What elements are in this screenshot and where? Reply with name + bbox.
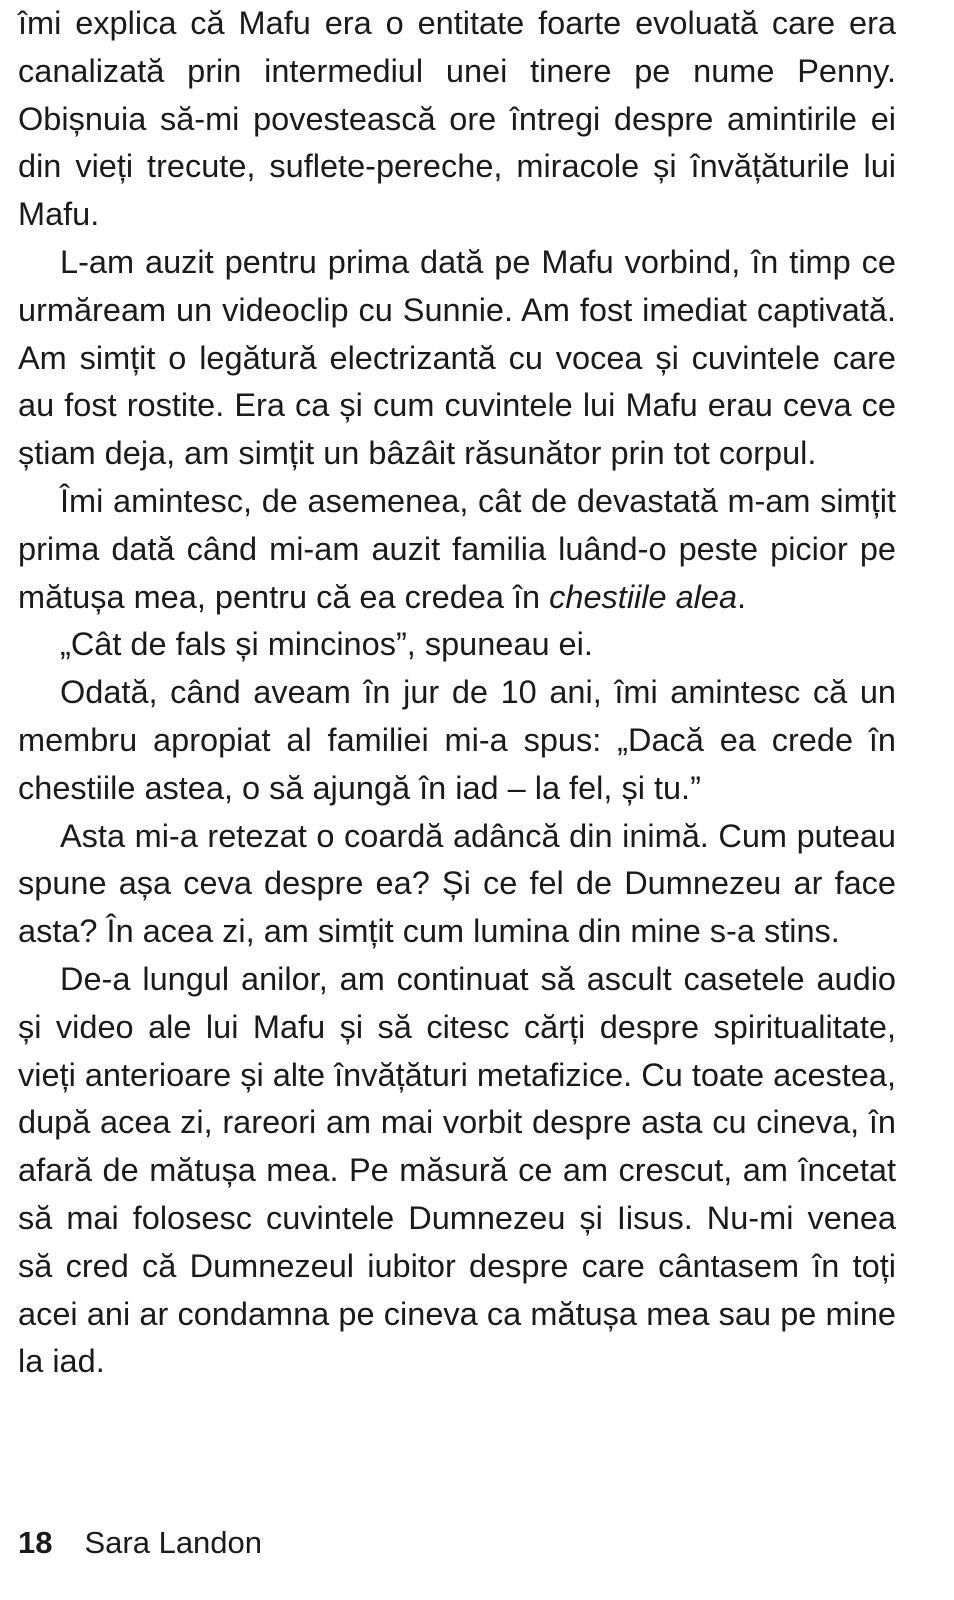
page-footer (18, 1519, 262, 1567)
paragraph-1-continuation: îmi explica că Mafu era o entitate foarte evoluată care era canalizată prin intermediul unei tinere pe nume Penny. Obișnuia să-mi povestească ore întregi despre amintirile ei din vieți trecute, suflete-pereche, miracole și învățăturile lui Mafu. (18, 5, 896, 233)
paragraph-6: Asta mi-a retezat o coardă adâncă din inimă. Cum puteau spune așa ceva despre ea? Și ce fel de Dumnezeu ar face asta? În acea zi, am simțit cum lumina din mine s-a stins. (18, 817, 896, 950)
paragraph-5: Odată, când aveam în jur de 10 ani, îmi amintesc că un membru apropiat al familiei mi-a spus: „Dacă ea crede în chestiile astea, o să ajungă în iad – la fel, și tu.” (18, 674, 896, 806)
paragraph-2: L-am auzit pentru prima dată pe Mafu vorbind, în timp ce urmăream un videoclip cu Sunnie. Am fost imediat captivată. Am simțit o legătură electrizantă cu vocea și cuvintele care au fost rostite. Era ca și cum cuvintele lui Mafu erau ceva ce știam deja, am simțit un bâzâit răsunător prin tot corpul. (18, 243, 896, 472)
paragraph-3 (18, 478, 896, 621)
page-number: 18 (18, 1525, 53, 1560)
paragraph-3-end: . (737, 578, 747, 615)
paragraph-3-text: Îmi amintesc, de asemenea, cât de devastată m-am simțit prima dată când mi-am auzit familia luând-o peste picior pe mătușa mea, pentru că ea credea în (18, 482, 896, 615)
running-footer-author: Sara Landon (84, 1525, 263, 1560)
paragraph-4-quote: „Cât de fals și mincinos”, spuneau ei. (60, 626, 593, 663)
book-page (18, 0, 896, 1386)
paragraph-7: De-a lungul anilor, am continuat să ascult casetele audio și video ale lui Mafu și să citesc cărți despre spiritualitate, vieți anterioare și alte învățături metafizice. Cu toate acestea, după acea zi, rareori am mai vorbit despre asta cu cineva, în afară de mătușa mea. Pe măsură ce am crescut, am încetat să mai folosesc cuvintele Dumnezeu și Iisus. Nu-mi venea să cred că Dumnezeul iubitor despre care cântasem în toți acei ani ar condamna pe cineva ca mătușa mea sau pe mine la iad. (18, 960, 896, 1380)
paragraph-3-italic-phrase: chestiile alea (549, 578, 738, 615)
